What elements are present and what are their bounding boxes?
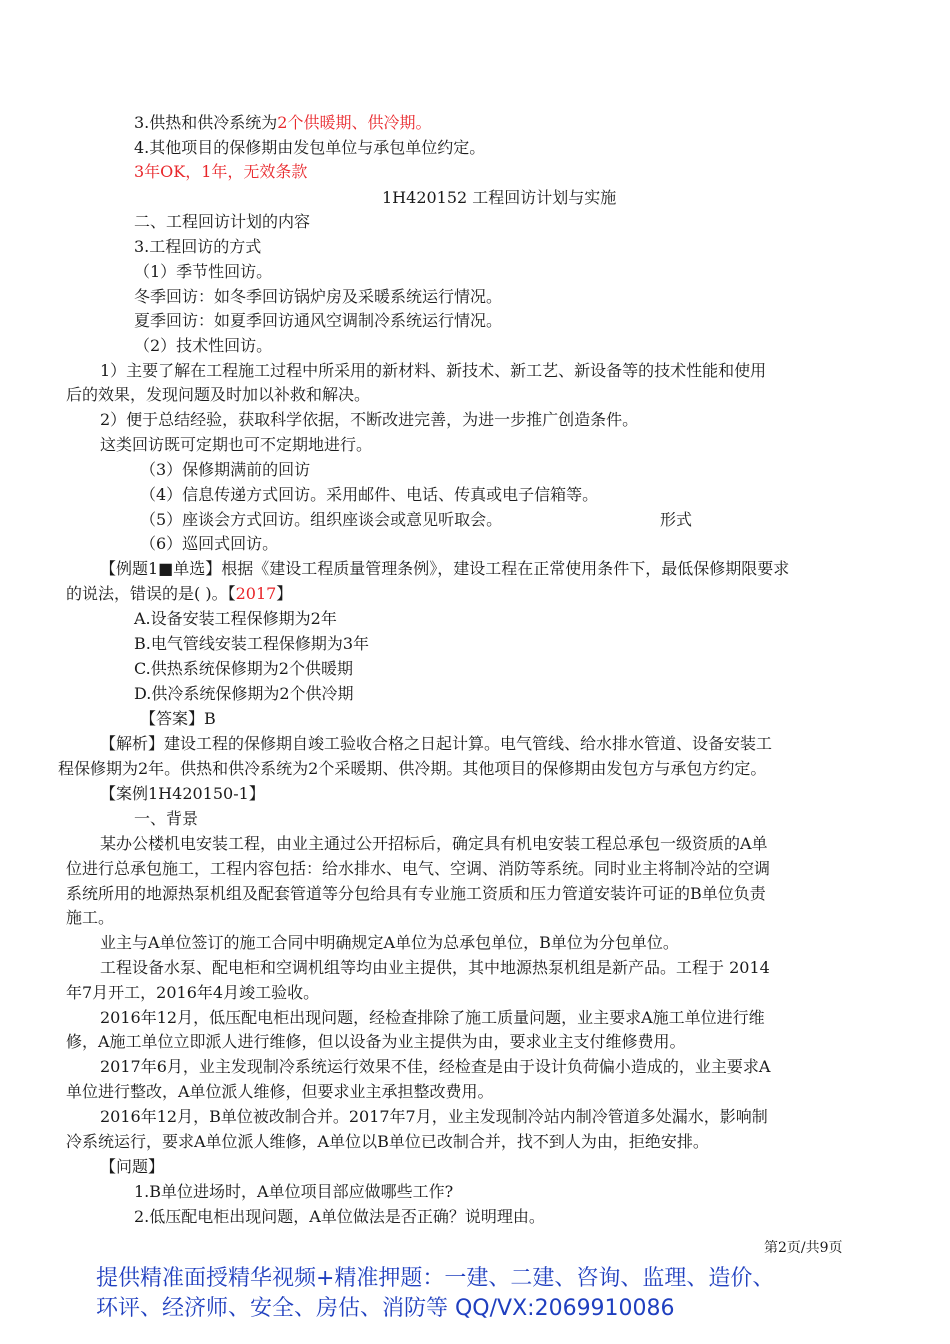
case-title: 【案例1H420150-1】: [100, 784, 265, 803]
promo-footer-line2: 环评、经济师、安全、房估、消防等 QQ/VX:2069910086: [96, 1296, 675, 1321]
method-5: （5）座谈会方式回访。组织座谈会或意见听取会。: [140, 510, 503, 529]
question-2: 2.低压配电柜出现问题，A单位做法是否正确？说明理由。: [134, 1207, 545, 1226]
option-c: C.供热系统保修期为2个供暖期: [134, 659, 353, 678]
case-p1-line2: 位进行总承包施工，工程内容包括：给水排水、电气、空调、消防等系统。同时业主将制冷站的空调: [66, 859, 771, 878]
case-p4-line1: 2016年12月，低压配电柜出现问题，经检查排除了施工质量问题，业主要求A施工单位进行维: [100, 1008, 765, 1027]
case-p3-line2: 年7月开工，2016年4月竣工验收。: [66, 983, 320, 1002]
case-p1-line3: 系统所用的地源热泵机组及配套管道等分包给具有专业施工资质和压力管道安装许可证的B单位负责: [66, 884, 766, 903]
case-p1-line1: 某办公楼机电安装工程，由业主通过公开招标后，确定具有机电安装工程总承包一级资质的A单: [100, 834, 768, 853]
method-6: （6）巡回式回访。: [140, 534, 279, 553]
case-p3-line1: 工程设备水泵、配电柜和空调机组等均由业主提供，其中地源热泵机组是新产品。工程于 2014: [100, 958, 770, 977]
tech-point-2: 2）便于总结经验，获取科学依据，不断改进完善，为进一步推广创造条件。: [100, 410, 639, 429]
promo-footer-line1: 提供精准面授精华视频+精准押题：一建、二建、咨询、监理、造价、: [96, 1266, 775, 1291]
summer-visit: 夏季回访：如夏季回访通风空调制冷系统运行情况。: [134, 311, 503, 330]
case-p6-line1: 2016年12月，B单位被改制合并。2017年7月，业主发现制冷站内制冷管道多处漏水，影响制: [100, 1107, 768, 1126]
case-p1-line4: 施工。: [66, 908, 115, 927]
winter-visit: 冬季回访：如冬季回访锅炉房及采暖系统运行情况。: [134, 287, 503, 306]
question-1: 1.B单位进场时，A单位项目部应做哪些工作?: [134, 1182, 454, 1201]
section-heading: 1H420152 工程回访计划与实施: [382, 188, 617, 207]
method-2: （2）技术性回访。: [134, 336, 273, 355]
analysis-line2: 程保修期为2年。供热和供冷系统为2个采暖期、供冷期。其他项目的保修期由发包方与承包方约定。: [58, 759, 767, 778]
case-p4-line2: 修，A施工单位立即派人进行维修，但以设备为业主提供为由，要求业主支付维修费用。: [66, 1032, 686, 1051]
warranty-item-3: 3.供热和供冷系统为2个供暖期、供冷期。: [134, 113, 432, 132]
tech-point-1-line1: 1）主要了解在工程施工过程中所采用的新材料、新技术、新工艺、新设备等的技术性能和使用: [100, 361, 767, 380]
answer: 【答案】B: [140, 709, 216, 728]
method-5-note: 形式: [660, 510, 693, 529]
method-1: （1）季节性回访。: [134, 262, 273, 281]
example-year: 2017: [235, 584, 277, 603]
case-background-heading: 一、背景: [134, 809, 199, 828]
option-d: D.供冷系统保修期为2个供冷期: [134, 684, 354, 703]
page-number: 第2页/共9页: [764, 1240, 843, 1256]
option-a: A.设备安装工程保修期为2年: [134, 609, 337, 628]
subheading-2: 二、工程回访计划的内容: [134, 212, 311, 231]
tech-point-1-line2: 后的效果，发现问题及时加以补救和解决。: [66, 385, 371, 404]
warranty-item-4: 4.其他项目的保修期由发包单位与承包单位约定。: [134, 138, 486, 157]
case-p5-line2: 单位进行整改，A单位派人维修，但要求业主承担整改费用。: [66, 1082, 494, 1101]
method-3: （3）保修期满前的回访: [140, 460, 311, 479]
red-note: 3年OK，1年，无效条款: [134, 162, 308, 181]
subheading-3: 3.工程回访的方式: [134, 237, 262, 256]
option-b: B.电气管线安装工程保修期为3年: [134, 634, 370, 653]
case-p6-line2: 冷系统运行，要求A单位派人维修，A单位以B单位已改制合并，找不到人为由，拒绝安排。: [66, 1132, 709, 1151]
analysis-line1: 【解析】建设工程的保修期自竣工验收合格之日起计算。电气管线、给水排水管道、设备安装工: [100, 734, 773, 753]
case-p2: 业主与A单位签订的施工合同中明确规定A单位为总承包单位，B单位为分包单位。: [100, 933, 679, 952]
warranty-item-3-highlight: 2个供暖期、供冷期。: [277, 113, 432, 132]
method-4: （4）信息传递方式回访。采用邮件、电话、传真或电子信箱等。: [140, 485, 599, 504]
case-p5-line1: 2017年6月，业主发现制冷系统运行效果不佳，经检查是由于设计负荷偏小造成的，业主要求A: [100, 1057, 771, 1076]
example-question-line2: 的说法，错误的是( )。【2017】: [66, 584, 293, 603]
example-question-line1: 【例题1■单选】根据《建设工程质量管理条例》，建设工程在正常使用条件下，最低保修期限要求: [100, 559, 790, 578]
tech-point-3: 这类回访既可定期也可不定期地进行。: [100, 435, 373, 454]
questions-heading: 【问题】: [100, 1157, 165, 1176]
